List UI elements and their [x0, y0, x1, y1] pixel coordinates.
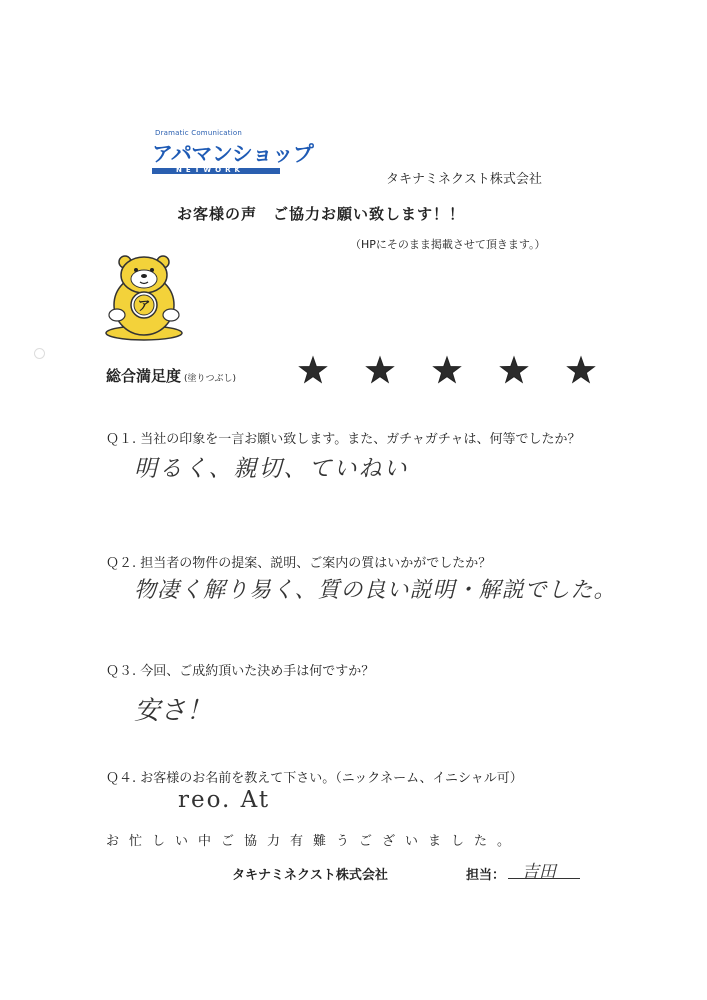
answer-3: 安さ！	[134, 696, 213, 726]
page-subtitle: （HPにそのまま掲載させて頂きます。）	[350, 238, 546, 251]
question-1: Ｑ１. 当社の印象を一言お願い致します。また、ガチャガチャは、何等でしたか？	[106, 432, 581, 447]
question-4: Ｑ４. お客様のお名前を教えて下さい。（ニックネーム、イニシャル可）	[106, 771, 523, 786]
punch-hole-mark	[34, 348, 45, 359]
rating-note: (塗りつぶし)	[184, 374, 237, 384]
page-title: お客様の声 ご協力お願い致します！！	[177, 205, 466, 223]
answer-1: 明るく、親切、ていねい	[134, 456, 409, 482]
answer-2: 物凄く解り易く、質の良い説明・解説でした。	[134, 578, 617, 603]
mascot-badge: ア	[137, 299, 151, 314]
star-icon-1	[300, 357, 327, 382]
rating-label-text: 総合満足度	[106, 367, 182, 385]
question-2: Ｑ２. 担当者の物件の提案、説明、ご案内の質はいかがでしたか？	[106, 556, 492, 571]
thanks-message: お忙しい中ご協力有難うございました。	[106, 834, 521, 849]
footer-staff-label: 担当：	[466, 868, 506, 883]
footer-staff-name: 吉田	[522, 862, 556, 882]
logo-tagline: Dramatic Comunication	[155, 129, 242, 137]
star-icon-2	[367, 357, 394, 382]
star-icon-3	[434, 357, 461, 382]
company-name-header: タキナミネクスト株式会社	[386, 172, 542, 187]
logo-name: アパマンショップ	[152, 142, 314, 166]
rating-label	[106, 365, 236, 386]
rating-stars	[297, 355, 607, 387]
question-3: Ｑ３. 今回、ご成約頂いた決め手は何ですか？	[106, 664, 375, 679]
answer-4: reo. At	[178, 787, 271, 813]
footer-company: タキナミネクスト株式会社	[232, 868, 388, 883]
star-icon-4	[501, 357, 528, 382]
apaman-mascot-icon	[103, 253, 185, 341]
star-icon-5	[568, 357, 595, 382]
logo-network: NETWORK	[176, 166, 244, 174]
